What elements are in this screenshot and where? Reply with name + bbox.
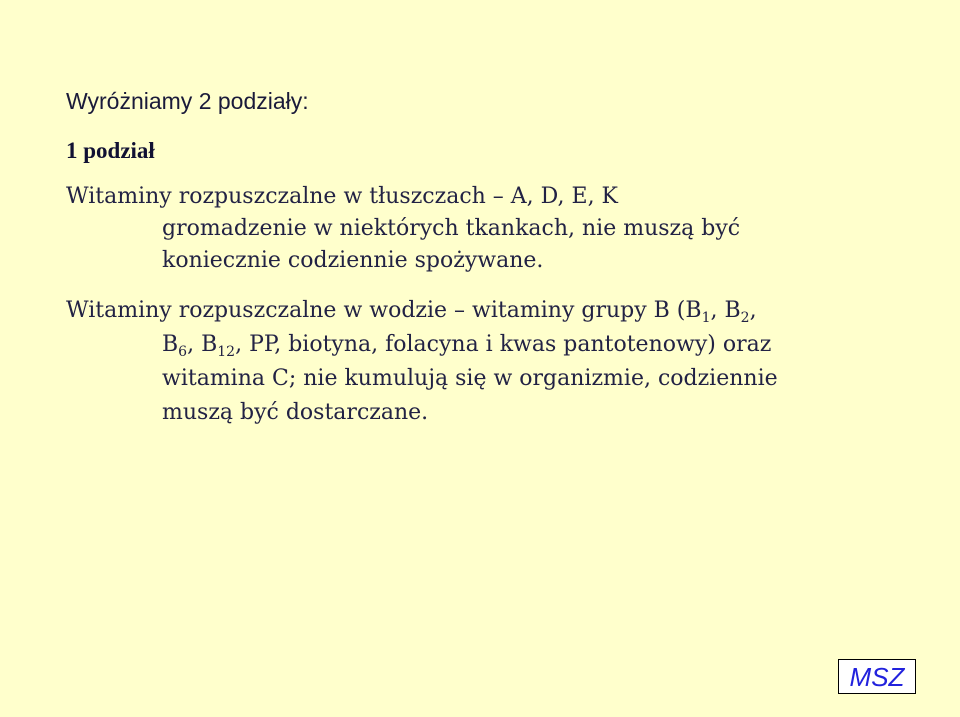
paragraph-line: gromadzenie w niektórych tkankach, nie muszą być [162, 216, 741, 241]
text-segment: , B [710, 298, 741, 323]
text-segment: , B [187, 332, 218, 357]
text-segment: Witaminy rozpuszczalne w wodzie – witaminy grupy B (B [66, 298, 702, 323]
paragraph-water-soluble [66, 294, 906, 430]
msz-badge: MSZ [838, 659, 916, 694]
text-segment: , [749, 298, 757, 323]
subscript: 2 [740, 310, 750, 326]
subscript: 12 [217, 344, 236, 360]
paragraph-fat-soluble [66, 181, 906, 277]
paragraph-line: Witaminy rozpuszczalne w tłuszczach – A, D, E, K [66, 184, 618, 209]
paragraph-line: witamina C; nie kumulują się w organizmie, codziennie [162, 366, 778, 391]
paragraph-line: koniecznie codziennie spożywane. [162, 248, 544, 273]
section-heading: 1 podział [66, 138, 155, 163]
paragraph-line: muszą być dostarczane. [162, 400, 429, 425]
intro-text: Wyróżniamy 2 podziały: [66, 88, 309, 114]
text-segment: B [162, 332, 179, 357]
subscript: 6 [178, 344, 188, 360]
subscript: 1 [701, 310, 711, 326]
paragraph-line [66, 328, 906, 362]
text-segment: , PP, biotyna, folacyna i kwas pantotenowy) oraz [235, 332, 772, 357]
paragraph-line [66, 294, 906, 328]
